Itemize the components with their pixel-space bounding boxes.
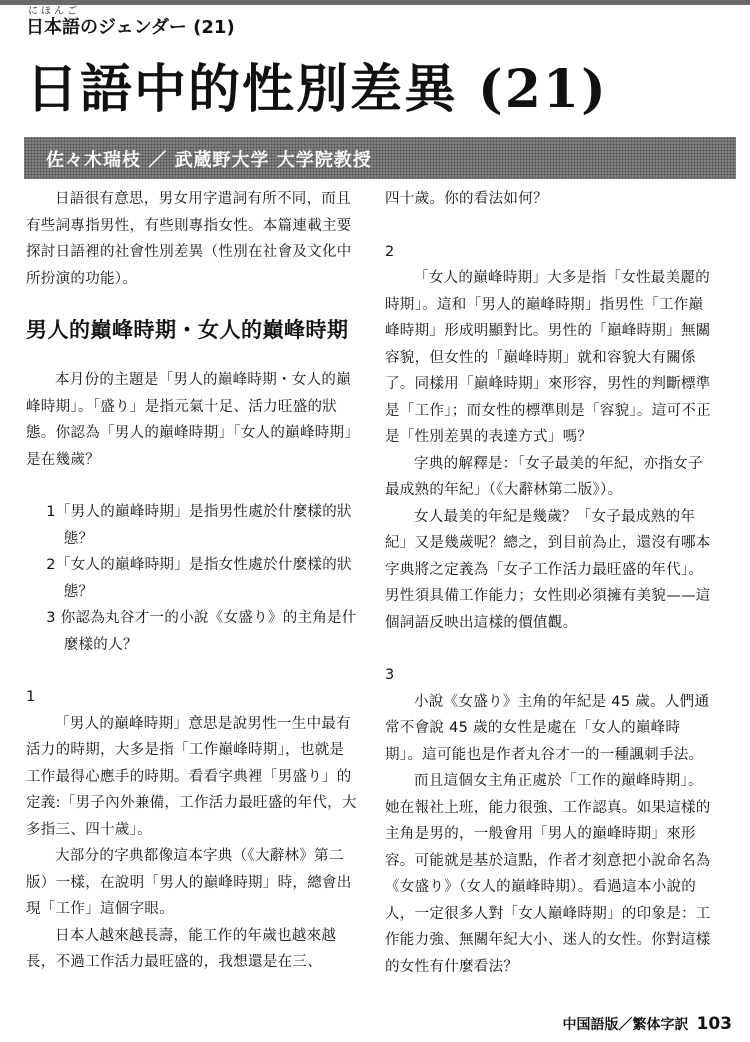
question-1: 1「男人的巔峰時期」是指男性處於什麼樣的狀態？: [46, 504, 352, 547]
section-1-paragraph-1: 「男人的巔峰時期」意思是說男性一生中最有活力的時期，大多是指「工作巔峰時期」，也就是工作最得心應手的時期。看看字典裡「男盛り」的定義:「男子內外兼備，工作活力最旺盛的年代，大多指三、四十歲」。: [26, 715, 357, 838]
page-footer: [563, 1014, 733, 1034]
page-number: 103: [696, 1014, 732, 1034]
section-1-paragraph-2: 大部分的字典都像這本字典（《大辭林》第二版）一樣，在說明「男人的巔峰時期」時，總會出現「工作」這個字眼。: [26, 848, 352, 917]
section-2-paragraph-1: 「女人的巔峰時期」大多是指「女性最美麗的時期」。這和「男人的巔峰時期」指男性「工作巔峰時期」形成明顯對比。男性的「巔峰時期」無關容貌，但女性的「巔峰時期」就和容貌大有關係了。同樣用「巔峰時期」來形容，男性的判斷標準是「工作」；而女性的標準則是「容貌」。這可不正是「性別差異的表達方式」嗎？: [385, 270, 711, 445]
section-2-paragraph-3: 女人最美的年紀是幾歲？「女子最成熟的年紀」又是幾歲呢？總之，到目前為止，還沒有哪本字典將之定義為「女子工作活力最旺盛的年代」。男性須具備工作能力；女性則必須擁有美貌——這個詞語反映出這樣的價值觀。: [385, 508, 711, 631]
section-1-paragraph-3: 日本人越來越長壽，能工作的年歲也越來越長，不過工作活力最旺盛的，我想還是在三、: [26, 927, 337, 970]
intro-paragraph: 日語很有意思，男女用字遣詞有所不同，而且有些詞專指男性，有些則專指女性。本篇連載主要探討日語裡的社會性別差異（性別在社會及文化中所扮演的功能）。: [26, 191, 352, 287]
top-rule: [0, 0, 750, 5]
author-band: [24, 137, 736, 179]
series-title: 日本語のジェンダー (21): [26, 17, 235, 38]
question-3: 3 你認為丸谷才一的小說《女盛り》的主角是什麼樣的人？: [46, 610, 357, 653]
section-3-paragraph-1: 小說《女盛り》主角的年紀是 45 歲。人們通常不會說 45 歲的女性是處在「女人的巔峰時期」。這可能也是作者丸谷才一的一種諷刺手法。: [385, 693, 710, 763]
theme-paragraph: 本月份的主題是「男人的巔峰時期・女人的巔峰時期」。「盛り」是指元氣十足、活力旺盛的狀態。你認為「男人的巔峰時期」「女人的巔峰時期」是在幾歲？: [26, 372, 352, 468]
section-2-paragraph-2: 字典的解釋是：「女子最美的年紀，亦指女子最成熟的年紀」（《大辭林第二版》）。: [385, 455, 703, 498]
question-2: 2「女人的巔峰時期」是指女性處於什麼樣的狀態？: [46, 557, 352, 600]
right-column: [385, 186, 717, 980]
section-number-1: 1: [26, 689, 36, 705]
section-3-paragraph-2: 而且這個女主角正處於「工作的巔峰時期」。她在報社上班，能力很強、工作認真。如果這樣的主角是男的，一般會用「男人的巔峰時期」來形容。可能就是基於這點，作者才刻意把小說命名為《女盛り》（女人的巔峰時期）。看過這本小說的人，一定很多人對「女人巔峰時期」的印象是：工作能力強、無關年紀大小、迷人的女性。你對這樣的女性有什麼看法？: [385, 773, 711, 975]
left-column: [26, 186, 358, 976]
footer-label: 中国語版／繁体字訳: [562, 1017, 689, 1033]
furigana: にほんご: [28, 6, 80, 17]
series-header: [26, 6, 235, 39]
continued-text: 四十歲。你的看法如何？: [385, 191, 548, 207]
author-byline: 佐々木瑞枝 ／ 武蔵野大学 大学院教授: [46, 150, 372, 171]
page-title: 日語中的性別差異 (21): [26, 59, 608, 120]
section-number-2: 2: [385, 243, 395, 260]
section-number-3: 3: [385, 667, 395, 683]
section-heading: 男人的巔峰時期・女人的巔峰時期: [26, 318, 349, 342]
